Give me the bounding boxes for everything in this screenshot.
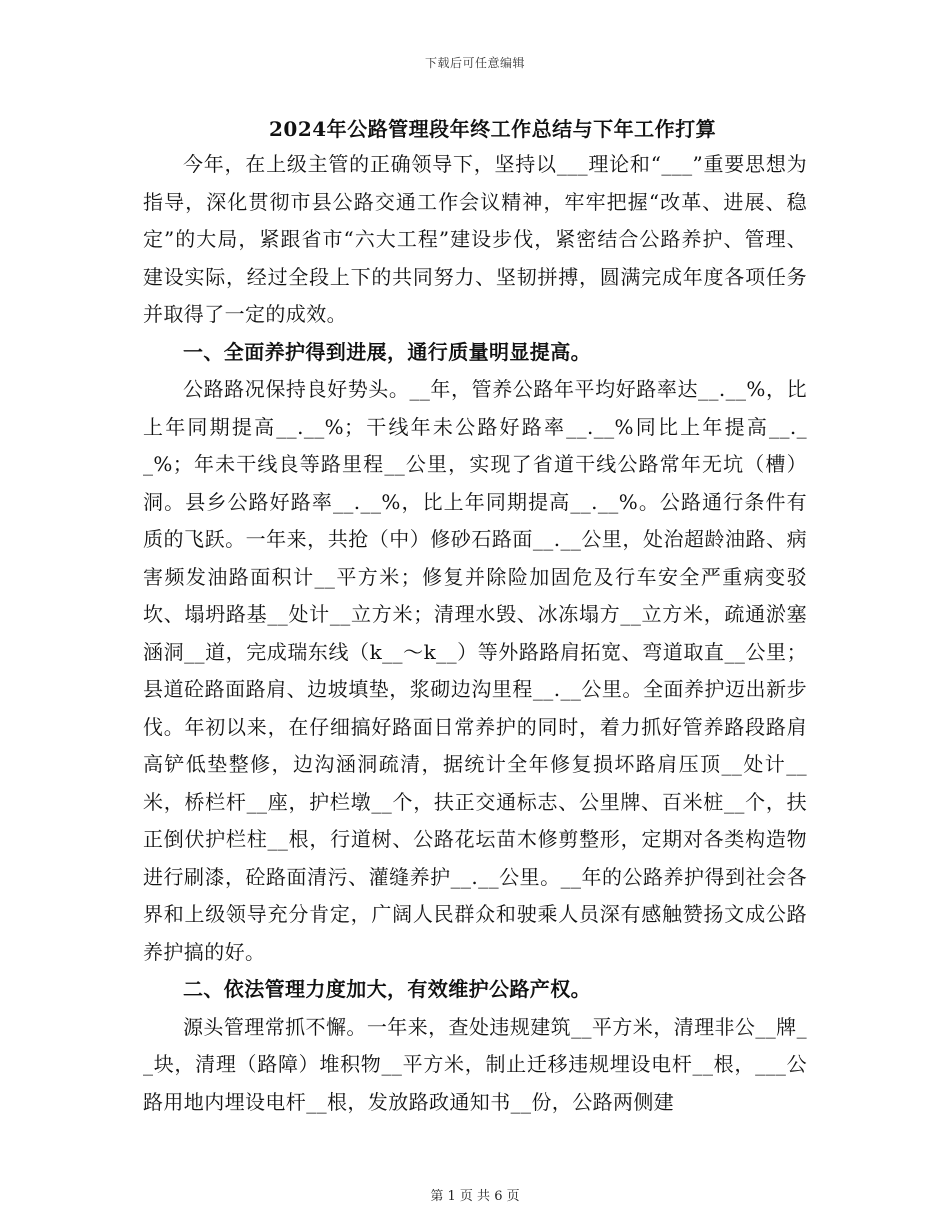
header-note: 下载后可任意编辑	[424, 56, 525, 70]
document-body	[143, 112, 807, 1121]
section-2-paragraph: 源头管理常抓不懈。一年来，查处违规建筑__平方米，清理非公__牌__块，清理（路障）堆积物__平方米，制止迁移违规埋设电杆__根，___公路用地内埋设电杆__根，发放路政通知书__份，公路两侧建	[143, 1014, 807, 1114]
document-title: 2024年公路管理段年终工作总结与下年工作打算	[269, 117, 717, 141]
section-heading-2: 二、依法管理力度加大，有效维护公路产权。	[183, 977, 591, 1001]
page-number: 第 1 页 共 6 页	[430, 1189, 520, 1204]
section-heading-1: 一、全面养护得到进展，通行质量明显提高。	[183, 339, 591, 364]
intro-paragraph: 今年，在上级主管的正确领导下，坚持以___理论和“___”重要思想为指导，深化贯彻市县公路交通工作会议精神，牢牢把握“改革、进展、稳定”的大局，紧跟省市“六大工程”建设步伐，紧密结合公路养护、管理、建设实际，经过全段上下的共同努力、坚韧拼搏，圆满完成年度各项任务并取得了一定的成效。	[143, 152, 807, 326]
section-1-paragraph: 公路路况保持良好势头。__年，管养公路年平均好路率达__.__%，比上年同期提高__.__%；干线年未公路好路率__.__%同比上年提高__.__%；年未干线良等路里程__公里，实现了省道干线公路常年无坑（槽）洞。县乡公路好路率__.__%，比上年同期提高__.__%。公路通行条件有质的飞跃。一年来，共抢（中）修砂石路面__.__公里，处治超龄油路、病害频发油路面积计__平方米；修复并除险加固危及行车安全严重病变驳坎、塌坍路基__处计__立方米；清理水毁、冰冻塌方__立方米，疏通淤塞涵洞__道，完成瑞东线（k__～k__）等外路路肩拓宽、弯道取直__公里；县道砼路面路肩、边坡填垫，浆砌边沟里程__.__公里。全面养护迈出新步伐。年初以来，在仔细搞好路面日常养护的同时，着力抓好管养路段路肩高铲低垫整修，边沟涵洞疏清，据统计全年修复损坏路肩压顶__处计__米，桥栏杆__座，护栏墩__个，扶正交通标志、公里牌、百米桩__个，扶正倒伏护栏柱__根，行道树、公路花坛苗木修剪整形，定期对各类构造物进行刷漆，砼路面清污、灌缝养护__.__公里。__年的公路养护得到社会各界和上级领导充分肯定，广阔人民群众和驶乘人员深有感触赞扬文成公路养护搞的好。	[143, 377, 807, 964]
